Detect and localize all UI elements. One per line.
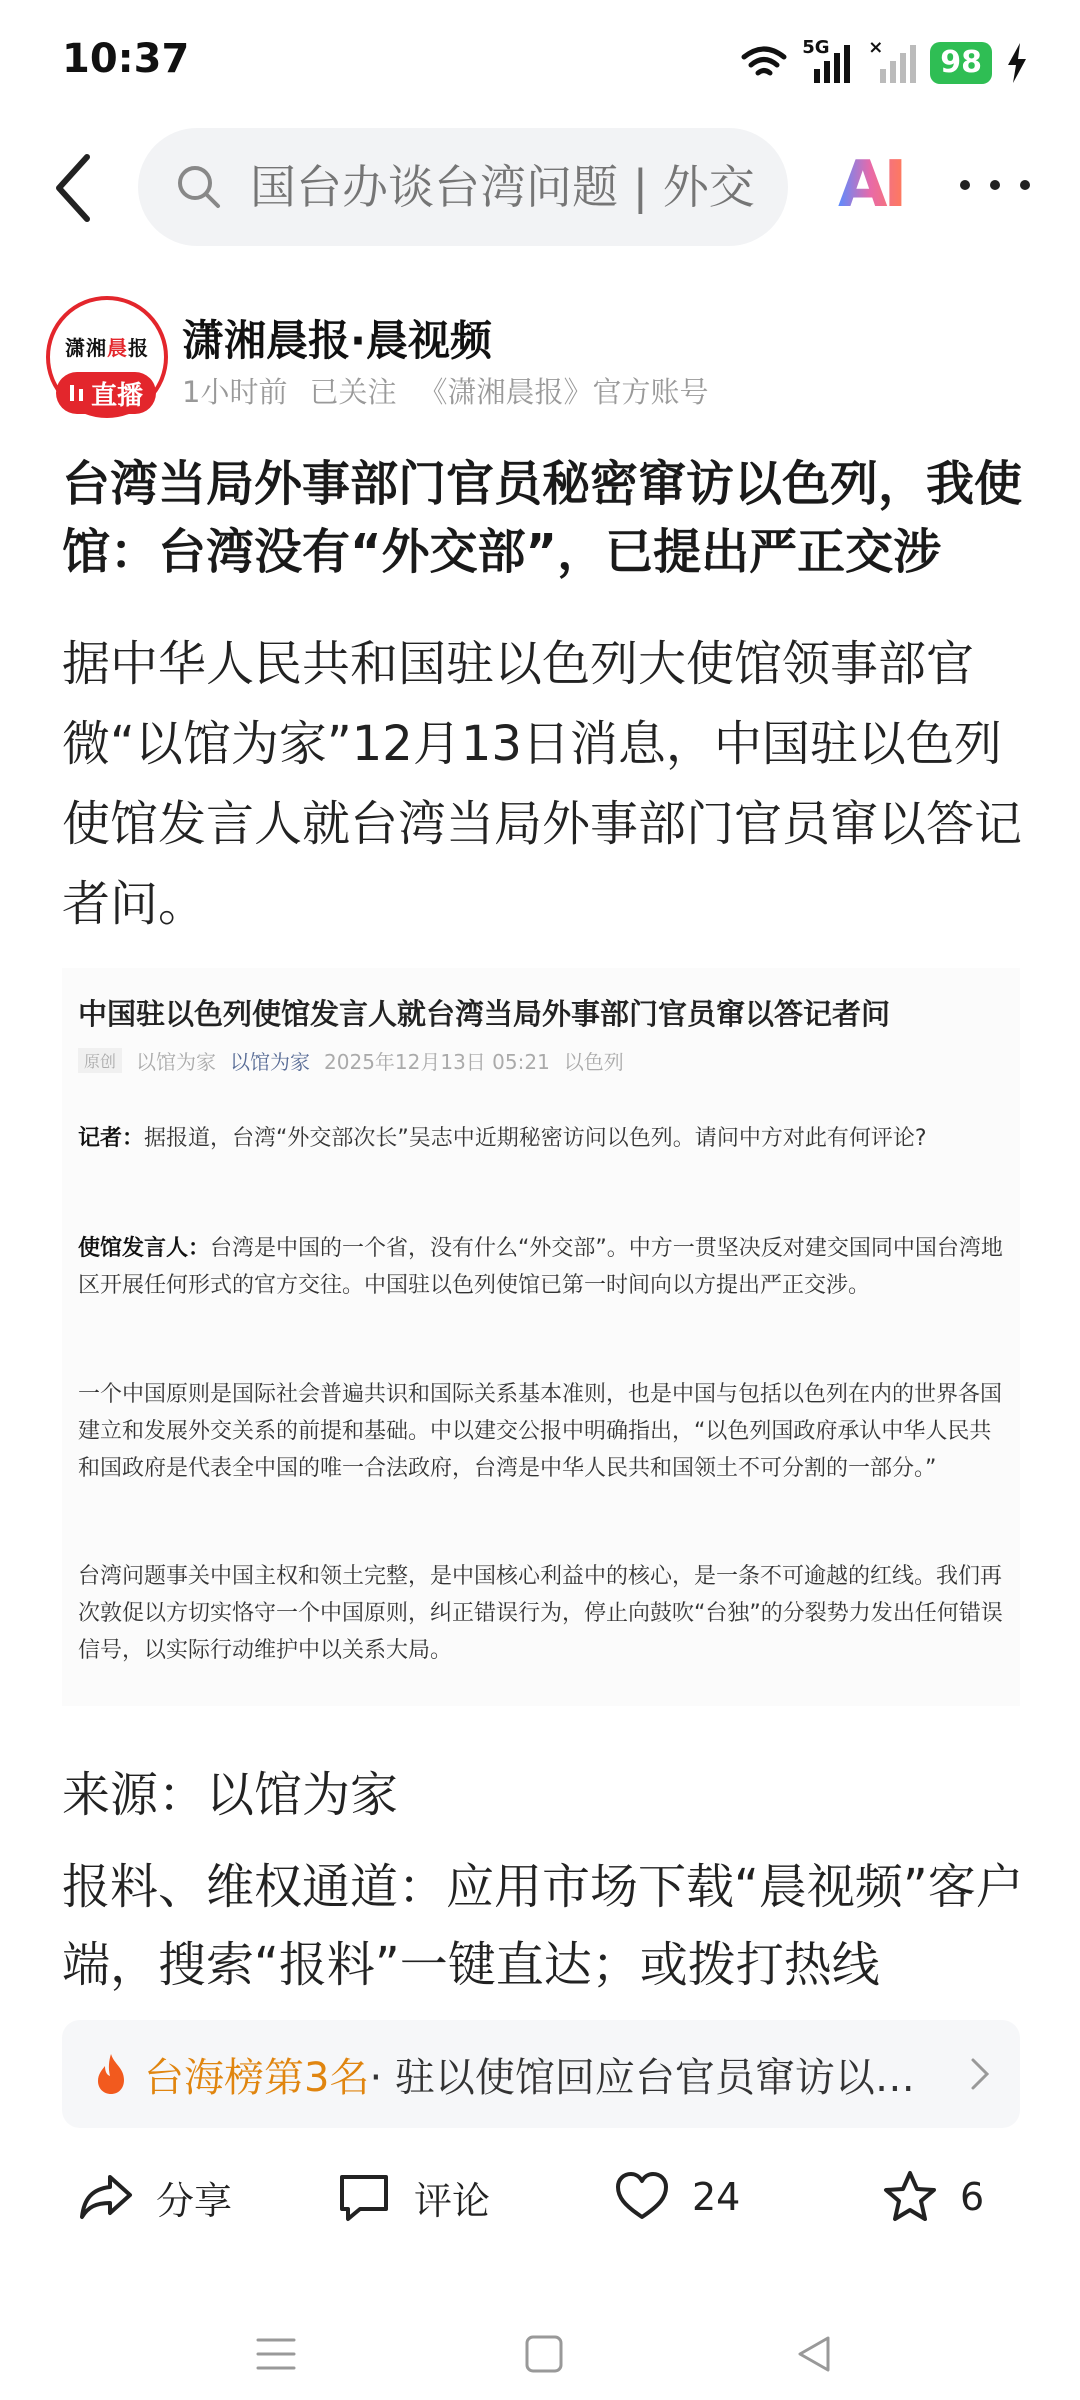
- network-type: 5G: [802, 37, 830, 58]
- comment-icon: [336, 2169, 392, 2225]
- article-tipline: 报料、维权通道：应用市场下载“晨视频”客户端，搜索“报料”一键直达；或拨打热线: [62, 1859, 1024, 1993]
- status-icons: [740, 38, 1028, 88]
- embedded-location: 以色列: [563, 1050, 624, 1074]
- favorite-button[interactable]: [882, 2162, 984, 2232]
- nav-menu-button[interactable]: [248, 2326, 304, 2382]
- nav-back-button[interactable]: [786, 2326, 842, 2382]
- embedded-author: 以馆为家: [136, 1050, 217, 1074]
- live-bars-icon: [69, 383, 85, 403]
- author-meta: [182, 370, 708, 411]
- embedded-account: 以馆为家: [230, 1050, 311, 1074]
- charging-icon: [1006, 43, 1028, 83]
- live-badge[interactable]: [56, 372, 156, 414]
- hot-ranking-bar[interactable]: [62, 2020, 1020, 2128]
- like-count: 24: [692, 2175, 741, 2219]
- status-time: 10:37: [62, 36, 190, 82]
- avatar-logo-text: 潇湘晨报: [65, 335, 149, 360]
- embedded-answer: 使馆发言人：台湾是中国的一个省，没有什么“外交部”。中方一贯坚决反对建交国同中国台湾地区开展任何形式的官方交往。中国驻以色列使馆已第一时间向以方提出严正交涉。: [78, 1236, 1003, 1298]
- back-arrow-icon: [53, 153, 93, 223]
- share-label: 分享: [156, 2178, 233, 2223]
- back-button[interactable]: [48, 150, 98, 226]
- follow-status[interactable]: 已关注: [309, 375, 397, 409]
- post-time: 1小时前: [182, 375, 288, 409]
- battery-level: 98: [930, 42, 992, 84]
- embedded-article-image[interactable]: [62, 968, 1020, 1706]
- heart-icon: [614, 2169, 670, 2225]
- like-button[interactable]: [614, 2162, 740, 2232]
- more-dot-icon: [960, 180, 970, 190]
- embedded-title: 中国驻以色列使馆发言人就台湾当局外事部门官员窜以答记者问: [78, 997, 891, 1031]
- share-button[interactable]: [78, 2162, 232, 2232]
- share-icon: [78, 2169, 134, 2225]
- back-triangle-icon: [794, 2334, 834, 2374]
- comment-button[interactable]: [336, 2162, 490, 2232]
- embedded-paragraph-3: 一个中国原则是国际社会普遍共识和国际关系基本准则，也是中国与包括以色列在内的世界各国建立和发展外交关系的前提和基础。中以建交公报中明确指出，“以色列国政府承认中华人民共和国政府是代表全中国的唯一合法政府，台湾是中华人民共和国领土不可分割的一部分。”: [78, 1382, 1003, 1481]
- embedded-paragraph-4: 台湾问题事关中国主权和领土完整，是中国核心利益中的核心，是一条不可逾越的红线。我们再次敦促以方切实恪守一个中国原则，纠正错误行为，停止向鼓吹“台独”的分裂势力发出任何错误信号，以实际行动维护中以关系大局。: [78, 1564, 1003, 1663]
- more-dot-icon: [990, 180, 1000, 190]
- ranking-label: 台海榜第3名: [144, 2054, 370, 2101]
- search-icon: [174, 162, 224, 212]
- embedded-datetime: 2025年12月13日 05:21: [324, 1050, 550, 1074]
- embedded-question: 记者：据报道，台湾“外交部次长”吴志中近期秘密访问以色列。请问中方对此有何评论?: [78, 1126, 927, 1151]
- embedded-meta: [78, 1046, 624, 1075]
- comment-label: 评论: [414, 2178, 491, 2223]
- original-tag: 原创: [78, 1048, 122, 1073]
- author-name[interactable]: 潇湘晨报·晨视频: [182, 316, 492, 365]
- menu-icon: [256, 2336, 296, 2372]
- wifi-icon: [740, 45, 788, 81]
- home-square-icon: [524, 2334, 564, 2374]
- ranking-title: · 驻以使馆回应台官员窜访以…: [369, 2054, 915, 2101]
- signal-5g-icon: [802, 37, 854, 83]
- fire-icon: [92, 2052, 130, 2096]
- chevron-right-icon: [970, 2057, 990, 2091]
- ai-assistant-button[interactable]: AI: [838, 148, 904, 222]
- signal-no-service-icon: ×: [868, 43, 916, 83]
- live-label: 直播: [90, 380, 143, 411]
- search-bar[interactable]: [138, 128, 788, 246]
- nav-home-button[interactable]: [516, 2326, 572, 2382]
- more-dot-icon: [1020, 180, 1030, 190]
- favorite-count: 6: [960, 2175, 985, 2219]
- more-options-button[interactable]: [960, 160, 1030, 210]
- article-source: 来源：以馆为家: [62, 1767, 399, 1823]
- star-icon: [882, 2169, 938, 2225]
- account-description: 《潇湘晨报》官方账号: [418, 375, 709, 409]
- search-input[interactable]: [248, 159, 772, 215]
- article-intro: 据中华人民共和国驻以色列大使馆领事部官微“以馆为家”12月13日消息，中国驻以色列使馆发言人就台湾当局外事部门官员窜以答记者问。: [62, 636, 1023, 932]
- article-headline: 台湾当局外事部门官员秘密窜访以色列，我使馆：台湾没有“外交部”，已提出严正交涉: [62, 456, 1023, 580]
